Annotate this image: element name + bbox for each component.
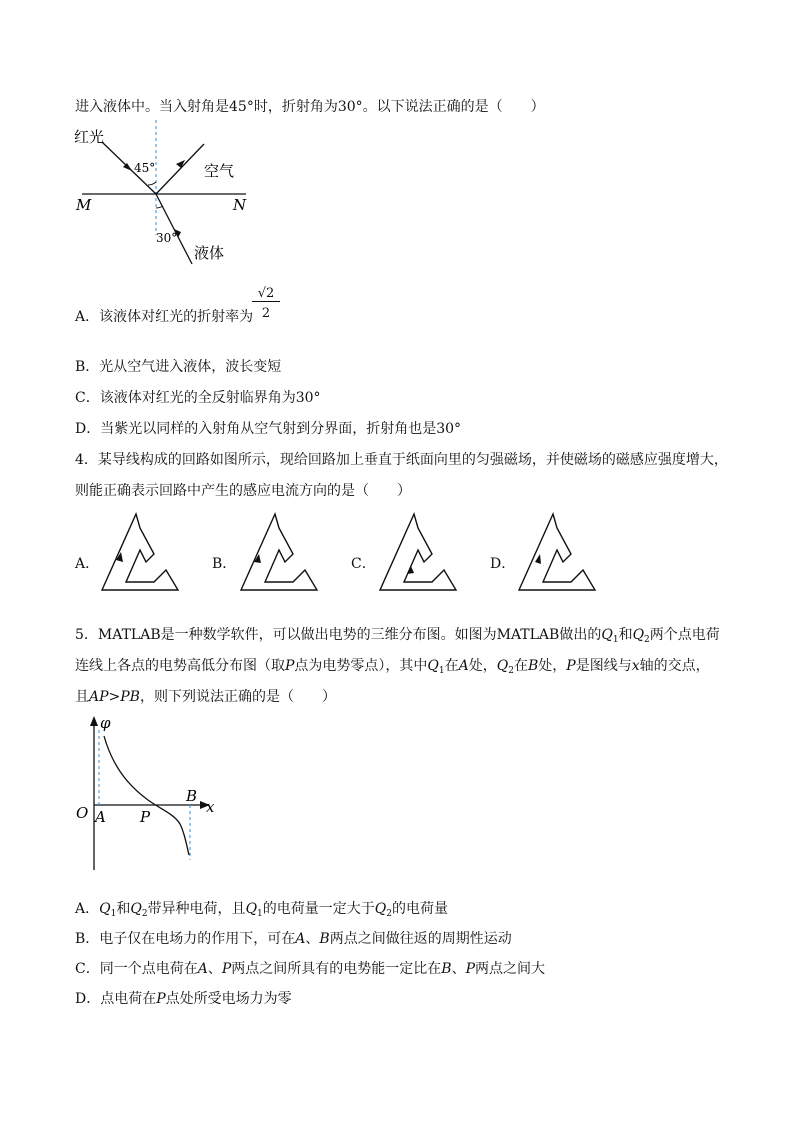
label-air: 空气 [204, 162, 235, 180]
phi-axis-arrow [90, 716, 98, 726]
q5-option-a[interactable]: A．$Q_1$和$Q_2$带异种电荷，且$Q_1$的电荷量一定大于$Q_2$的电荷量 [75, 901, 448, 919]
label-red-light: 红光 [74, 128, 105, 146]
q4-option-c-label[interactable]: C． [351, 556, 376, 572]
potential-graph [70, 712, 230, 872]
reflected-ray [156, 144, 204, 194]
label-angle-45: 45° [134, 161, 156, 175]
q3-option-b[interactable]: B．光从空气进入液体，波长变短 [75, 359, 282, 375]
label-x: x [206, 798, 215, 816]
label-p: P [140, 808, 151, 826]
q4-stem-line2: 则能正确表示回路中产生的感应电流方向的是（ ） [75, 483, 411, 499]
q3-option-a[interactable]: A．该液体对红光的折射率为 [75, 309, 254, 325]
current-arrow-d [535, 554, 541, 564]
potential-curve [104, 736, 189, 855]
label-m: M [76, 196, 92, 214]
label-n: N [233, 196, 247, 214]
q3-option-a-denominator: 2 [261, 306, 271, 321]
label-o: O [76, 804, 89, 822]
q3-option-d[interactable]: D．当紫光以同样的入射角从空气射到分界面，折射角也是30° [75, 421, 462, 437]
q3-option-c[interactable]: C．该液体对红光的全反射临界角为30° [75, 390, 321, 406]
refraction-diagram [68, 120, 268, 270]
loop-figure-a[interactable] [98, 510, 184, 596]
q5-stem-line3: 且AP>PB，则下列说法正确的是（ ） [75, 689, 336, 705]
angle-arc-30 [156, 206, 163, 208]
q5-option-b[interactable]: B．电子仅在电场力的作用下，可在A、B两点之间做往返的周期性运动 [75, 931, 512, 947]
label-phi: φ [100, 714, 111, 732]
q3-option-a-numerator: √2 [252, 286, 280, 302]
loop-figure-d[interactable] [515, 510, 601, 596]
q5-stem-line1: 5．MATLAB是一种数学软件，可以做出电势的三维分布图。如图为MATLAB做出的$Q_1$和$Q_2$两个点电荷 [75, 627, 720, 645]
label-b: B [186, 787, 198, 805]
q4-option-a-label[interactable]: A． [75, 556, 100, 572]
q3-stem: 进入液体中。当入射角是45°时，折射角为30°。以下说法正确的是（ ） [75, 99, 545, 115]
q4-stem-line1: 4．某导线构成的回路如图所示，现给回路加上垂直于纸面向里的匀强磁场，并使磁场的磁感应强度增大， [75, 452, 728, 468]
loop-figure-b[interactable] [237, 510, 323, 596]
q5-option-c[interactable]: C．同一个点电荷在A、P两点之间所具有的电势能一定比在B、P两点之间大 [75, 961, 545, 977]
q5-option-d[interactable]: D．点电荷在P点处所受电场力为零 [75, 991, 292, 1007]
q4-option-d-label[interactable]: D． [490, 556, 516, 572]
label-angle-30: 30° [156, 231, 178, 245]
angle-arc-45 [148, 182, 156, 185]
q5-stem-line2: 连线上各点的电势高低分布图（取P点为电势零点），其中$Q_1$在A处，$Q_2$在B处，P是图线与x轴的交点， [75, 658, 710, 676]
current-arrow-c [407, 566, 414, 574]
label-liquid: 液体 [194, 244, 225, 262]
label-a: A [95, 808, 106, 826]
loop-figure-c[interactable] [376, 510, 462, 596]
q4-option-b-label[interactable]: B． [212, 556, 237, 572]
reflected-arrow [176, 160, 185, 168]
